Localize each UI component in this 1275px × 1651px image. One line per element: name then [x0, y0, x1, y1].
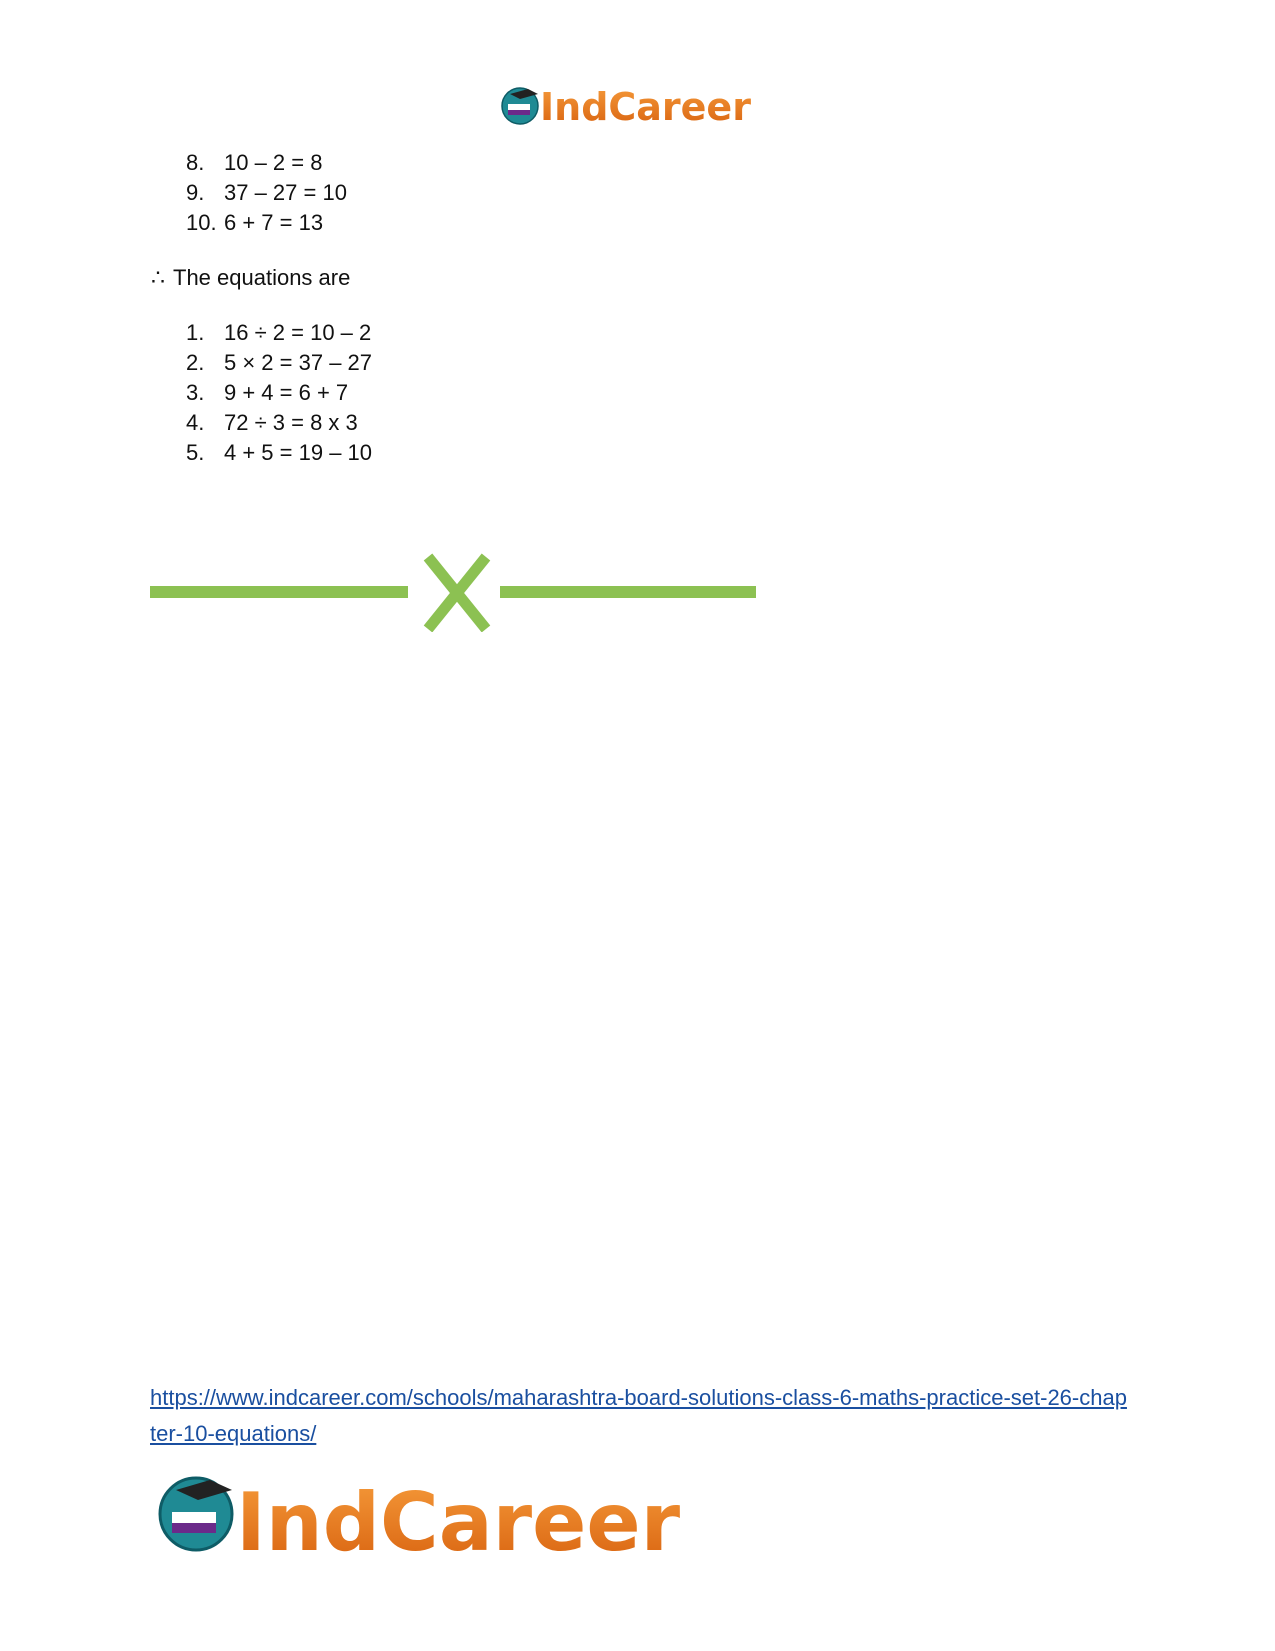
globe-book-icon — [160, 1478, 232, 1550]
list-number: 3. — [186, 380, 205, 405]
list-number: 8. — [186, 150, 205, 175]
conclusion-line — [151, 263, 350, 293]
list-number: 1. — [186, 320, 205, 345]
conclusion-text: The equations are — [173, 265, 351, 290]
source-link[interactable]: https://www.indcareer.com/schools/maharashtra-board-solutions-class-6-maths-practice-set-26-chapter-10-equations/ — [150, 1385, 1127, 1446]
list-number: 10. — [186, 210, 217, 235]
list-number: 9. — [186, 180, 205, 205]
section-divider — [150, 552, 756, 632]
globe-book-icon — [502, 88, 538, 124]
divider-x-mark — [428, 557, 486, 629]
divider-line-right — [500, 586, 756, 598]
list-text: 4 + 5 = 19 – 10 — [224, 440, 373, 465]
logo-wordmark: IndCareer — [540, 85, 751, 129]
list-text: 6 + 7 = 13 — [224, 210, 324, 235]
list-number: 5. — [186, 440, 205, 465]
list-text: 9 + 4 = 6 + 7 — [224, 380, 349, 405]
list-text: 10 – 2 = 8 — [224, 150, 323, 175]
therefore-symbol: ∴ — [151, 265, 165, 290]
list-number: 2. — [186, 350, 205, 375]
list-text: 37 – 27 = 10 — [224, 180, 347, 205]
indcareer-logo-footer — [158, 1466, 698, 1566]
list-number: 4. — [186, 410, 205, 435]
logo-wordmark: IndCareer — [236, 1476, 681, 1566]
list-text: 5 × 2 = 37 – 27 — [224, 350, 373, 375]
list-text: 16 ÷ 2 = 10 – 2 — [224, 320, 372, 345]
divider-line-left — [150, 586, 408, 598]
list-text: 72 ÷ 3 = 8 x 3 — [224, 410, 358, 435]
indcareer-logo-header — [500, 80, 780, 130]
